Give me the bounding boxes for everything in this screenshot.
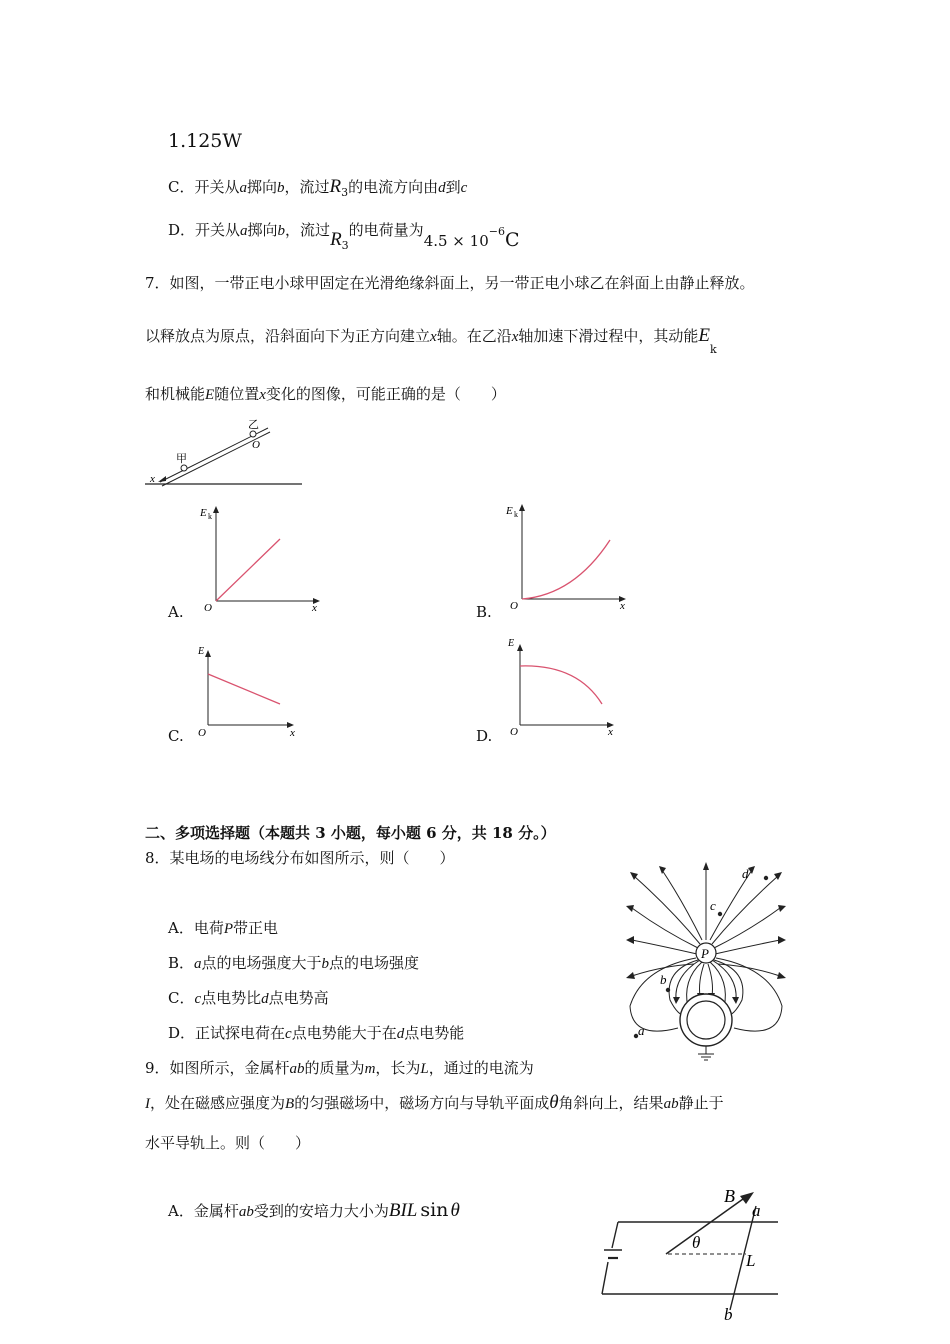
- q8-stem: 8．某电场的电场线分布如图所示，则（ ）: [145, 849, 455, 867]
- label-a: a: [638, 1023, 645, 1038]
- q7-graph-b-option[interactable]: B.: [476, 603, 492, 621]
- q7-graph-a: [198, 502, 338, 612]
- q9-stem-line1: 9．如图所示，金属杆ab的质量为m，长为L，通过的电流为: [145, 1059, 534, 1077]
- x-label: x: [290, 727, 295, 739]
- q7-graph-d: [502, 634, 642, 739]
- q8-option-a[interactable]: A．电荷P带正电: [168, 919, 279, 937]
- y-axis-arrow: [213, 506, 219, 513]
- ball-yi: [250, 431, 256, 437]
- q9-stem-line3: 水平导轨上。则（ ）: [145, 1134, 311, 1152]
- q7-graph-c: [190, 640, 330, 740]
- q7-graph-b: [504, 500, 644, 610]
- label-d: d: [742, 866, 749, 881]
- origin-label: O: [510, 600, 518, 612]
- label-a: a: [752, 1201, 761, 1220]
- q7-stem-line2: 以释放点为原点，沿斜面向下为正方向建立x轴。在乙沿x轴加速下滑过程中，其动能$E_k$: [145, 325, 717, 356]
- y-label: E: [200, 507, 207, 519]
- q7-stem-line3: 和机械能E随位置x变化的图像，可能正确的是（ ）: [145, 385, 506, 403]
- q8-field-figure: [622, 860, 792, 1060]
- origin-label: O: [510, 726, 518, 738]
- q9-option-a[interactable]: A．金属杆ab受到的安培力大小为BIL sin θ: [168, 1199, 460, 1221]
- q9-rail-figure: [594, 1184, 794, 1324]
- q7-incline-figure: [140, 418, 310, 488]
- q6-power-value: 1.125W: [168, 130, 242, 152]
- field-b-vector: [666, 1194, 750, 1254]
- label-l: L: [746, 1251, 756, 1270]
- label-b: b: [660, 972, 667, 987]
- point-c: [718, 912, 722, 916]
- point-b: [666, 988, 670, 992]
- y-axis-arrow: [517, 644, 523, 651]
- y-label: E: [198, 646, 205, 657]
- label-c: c: [710, 898, 716, 913]
- y-axis-arrow: [205, 650, 211, 657]
- section2-title: 二、多项选择题（本题共 3 小题，每小题 6 分，共 18 分。）: [145, 824, 556, 842]
- origin-label: O: [198, 727, 206, 739]
- q9-stem-line2: I，处在磁感应强度为B的匀强磁场中，磁场方向与导轨平面成θ角斜向上，结果ab静止于: [145, 1092, 724, 1113]
- y-axis-arrow: [519, 504, 525, 511]
- q7-graph-c-option[interactable]: C.: [168, 727, 184, 745]
- y-label: E: [506, 505, 513, 517]
- label-p: P: [701, 946, 709, 961]
- q8-option-c[interactable]: C．c点电势比d点电势高: [168, 989, 329, 1007]
- x-label: x: [620, 600, 625, 612]
- q6-option-d[interactable]: D．开关从a掷向b，流过$R_3$的电荷量为$4.5 \times 10^{-6}C$: [168, 221, 520, 252]
- q7-stem-line1: 7．如图，一带正电小球甲固定在光滑绝缘斜面上，另一带正电小球乙在斜面上由静止释放。: [145, 274, 755, 292]
- curve-e-falling: [520, 666, 602, 704]
- x-axis-arrow: [158, 476, 166, 482]
- x-label: x: [312, 602, 317, 614]
- curve-ek-rising: [522, 540, 610, 599]
- q6-option-c[interactable]: C．开关从a掷向b，流过$R_3$的电流方向由d到c: [168, 176, 468, 199]
- ball-jia: [181, 465, 187, 471]
- origin-label: O: [204, 602, 212, 614]
- curve-ek-linear: [216, 539, 280, 601]
- point-d: [764, 876, 768, 880]
- y-label-sub: k: [208, 512, 212, 521]
- label-theta: θ: [692, 1233, 701, 1252]
- q8-option-d[interactable]: D．正试探电荷在c点电势能大于在d点电势能: [168, 1024, 465, 1042]
- q7-graph-a-option[interactable]: A.: [168, 603, 184, 621]
- y-label-sub: k: [514, 510, 518, 519]
- label-origin: O: [252, 439, 260, 451]
- x-label: x: [608, 726, 613, 738]
- y-label: E: [508, 638, 515, 649]
- label-b: b: [724, 1305, 733, 1324]
- q8-option-b[interactable]: B．a点的电场强度大于b点的电场强度: [168, 954, 420, 972]
- rail-left-lower: [602, 1262, 608, 1294]
- label-x: x: [150, 473, 155, 485]
- rail-left-upper: [612, 1222, 618, 1248]
- conductor-ring-inner: [687, 1001, 725, 1039]
- label-jia: 甲: [176, 453, 187, 465]
- label-b-field: B: [724, 1186, 735, 1206]
- label-yi: 乙: [248, 419, 259, 431]
- q7-graph-d-option[interactable]: D.: [476, 727, 493, 745]
- curve-e-linear: [208, 674, 280, 704]
